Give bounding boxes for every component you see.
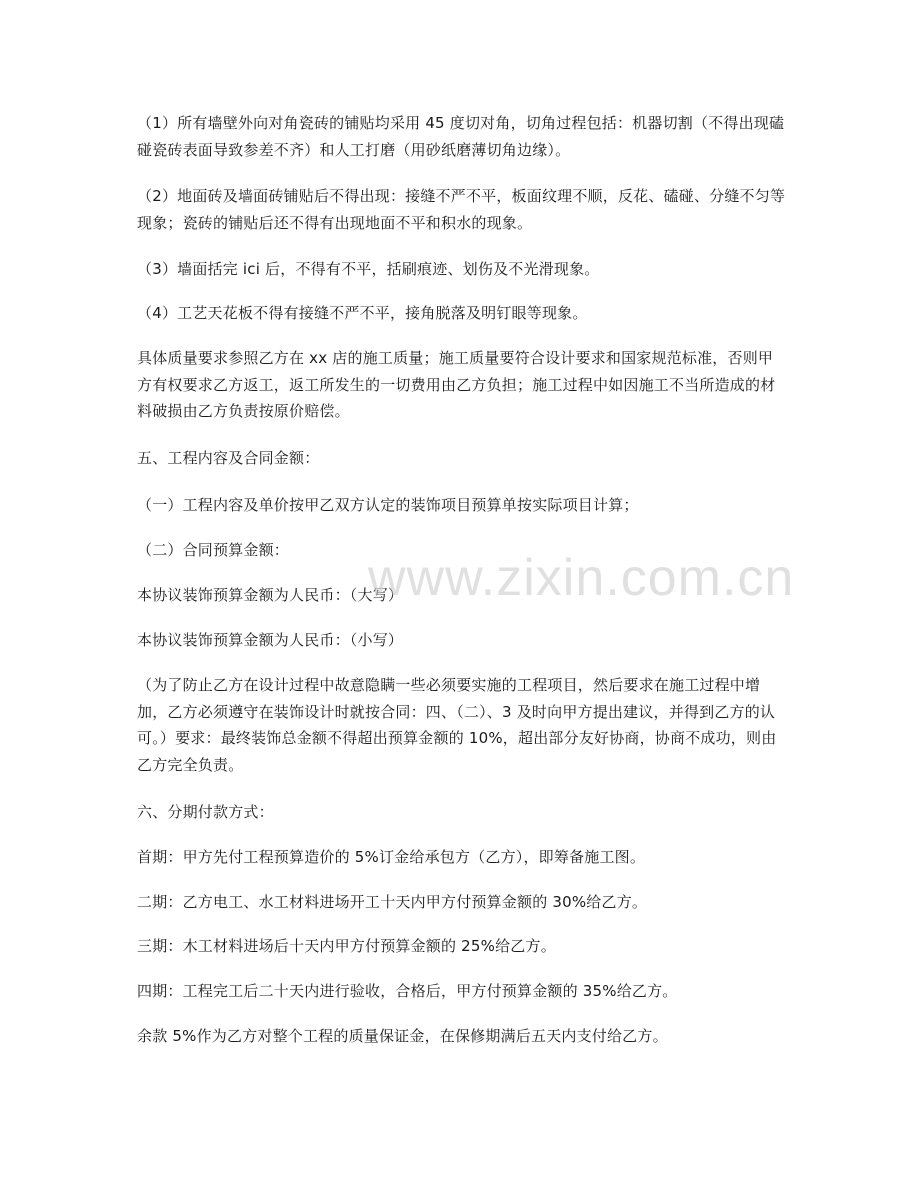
paragraph-amount-lowercase: 本协议装饰预算金额为人民币：（小写）: [137, 631, 404, 649]
paragraph-payment-remainder: 余款 5%作为乙方对整个工程的质量保证金，在保修期满后五天内支付给乙方。: [137, 1027, 668, 1045]
paragraph-payment-first: 首期：甲方先付工程预算造价的 5%订金给承包方（乙方），即筹备施工图。: [137, 848, 646, 866]
paragraph-amount-uppercase: 本协议装饰预算金额为人民币：（大写）: [137, 586, 404, 604]
paragraph-tile-laying-requirement: （2）地面砖及墙面砖铺贴后不得出现：接缝不严不平，板面纹理不顺，反花、磕碰、分缝不匀等现象；瓷砖的铺贴后还不得有出现地面不平和积水的现象。: [137, 187, 786, 232]
paragraph-budget-amount: （二）合同预算金额：: [137, 541, 290, 559]
paragraph-payment-fourth: 四期：工程完工后二十天内进行验收，合格后，甲方付预算金额的 35%给乙方。: [137, 982, 678, 1000]
watermark: www.zixin.com.cn: [368, 549, 795, 607]
paragraph-wall-finish-requirement: （3）墙面括完 ici 后，不得有不平，括刷痕迹、划伤及不光滑现象。: [137, 260, 600, 278]
paragraph-quality-reference: 具体质量要求参照乙方在 xx 店的施工质量；施工质量要符合设计要求和国家规范标准，否则甲方有权要求乙方返工，返工所发生的一切费用由乙方负担；施工过程中如因施工不当所造成的材料破损由乙方负责按原价赔偿。: [137, 349, 776, 420]
paragraph-tile-corner-requirement: （1）所有墙壁外向对角瓷砖的铺贴均采用 45 度切对角，切角过程包括：机器切割（不得出现磕碰瓷砖表面导致参差不齐）和人工打磨（用砂纸磨薄切角边缘）。: [137, 114, 785, 159]
paragraph-work-content: （一）工程内容及单价按甲乙双方认定的装饰项目预算单按实际项目计算；: [137, 496, 639, 514]
paragraph-budget-limit: （为了防止乙方在设计过程中故意隐瞒一些必须要实施的工程项目，然后要求在施工过程中增加，乙方必须遵守在装饰设计时就按合同：四、（二）、3 及时向甲方提出建议，并得到乙方的认可。）要求：最终装饰总金额不得超出预算金额的 10%，超出部分友好协商，协商不成功，则由乙方完全负责。: [137, 676, 777, 774]
paragraph-ceiling-requirement: （4）工艺天花板不得有接缝不严不平，接角脱落及明钉眼等现象。: [137, 304, 588, 322]
section-heading-payment: 六、分期付款方式：: [137, 803, 274, 821]
section-heading-contract-amount: 五、工程内容及合同金额：: [137, 449, 320, 467]
paragraph-payment-third: 三期：木工材料进场后十天内甲方付预算金额的 25%给乙方。: [137, 937, 556, 955]
paragraph-payment-second: 二期：乙方电工、水工材料进场开工十天内甲方付预算金额的 30%给乙方。: [137, 893, 648, 911]
